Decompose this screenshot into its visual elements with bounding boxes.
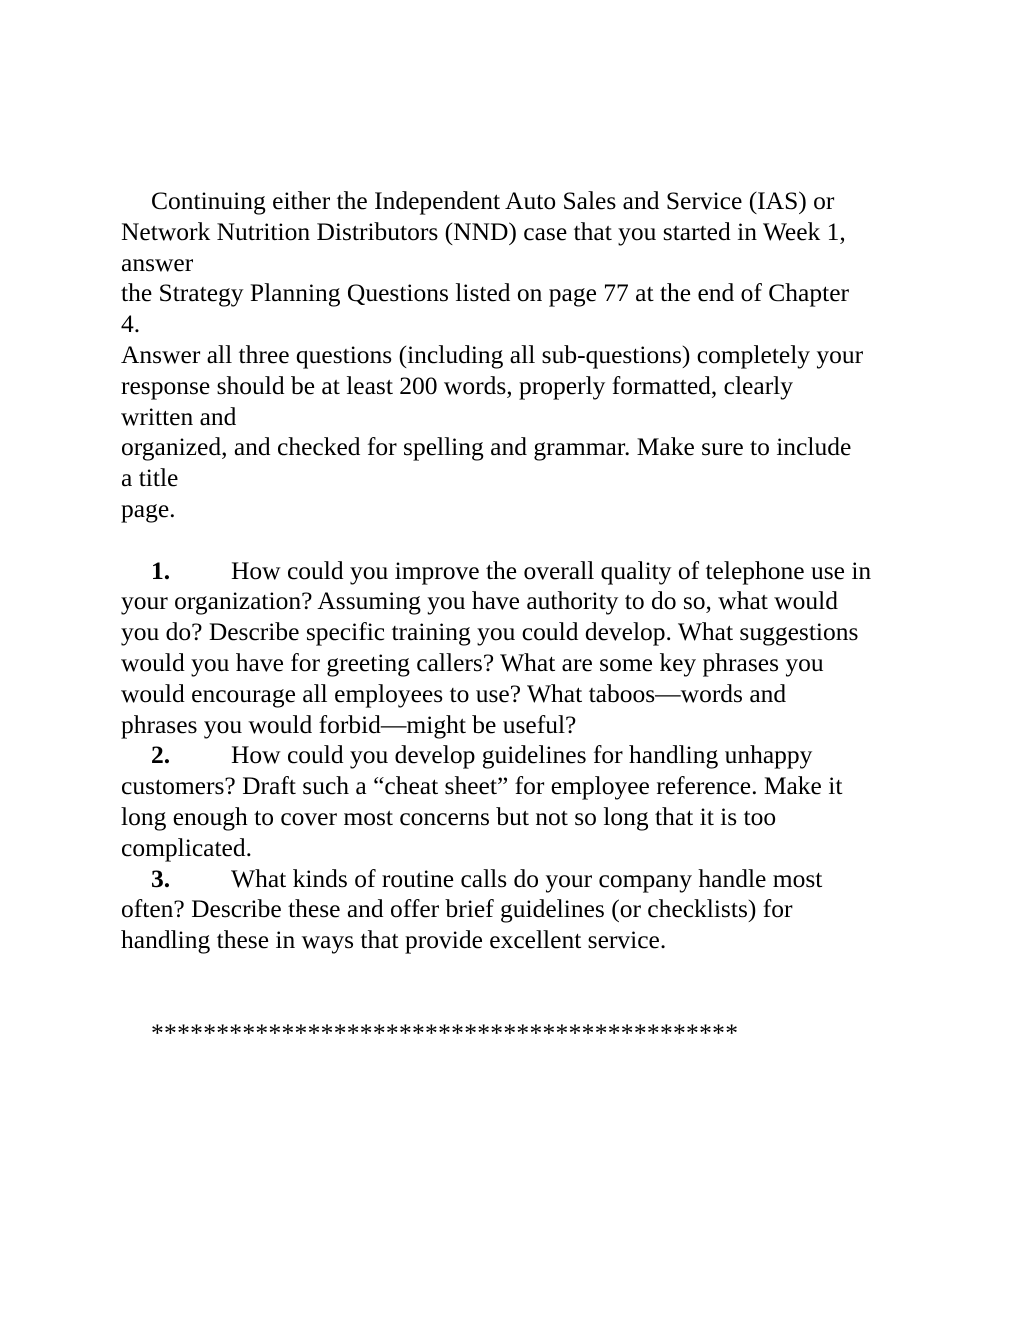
intro-line: page. (121, 493, 176, 523)
document-body (121, 186, 911, 1048)
question-line: you do? Describe specific training you could develop. What suggestions (121, 617, 859, 647)
question-first-line (121, 740, 911, 771)
question-item (121, 556, 911, 741)
intro-line: organized, and checked for spelling and grammar. Make sure to include (121, 432, 852, 462)
question-item (121, 740, 911, 863)
question-line: phrases you would forbid—might be useful? (121, 709, 577, 739)
question-line: would you have for greeting callers? What are some key phrases you (121, 647, 824, 677)
question-line: complicated. (121, 832, 252, 862)
question-line: customers? Draft such a “cheat sheet” for employee reference. Make it (121, 771, 843, 801)
intro-line: answer (121, 247, 194, 277)
intro-line: Network Nutrition Distributors (NND) case that you started in Week 1, (121, 216, 846, 246)
question-number: 2. (151, 740, 171, 770)
intro-line: Continuing either the Independent Auto Sales and Service (IAS) or (151, 186, 835, 215)
intro-line: a title (121, 463, 179, 493)
separator-stars: ********************************************* (151, 1017, 739, 1047)
question-first-line (121, 864, 911, 895)
question-line: would encourage all employees to use? What taboos—words and (121, 678, 787, 708)
question-list (121, 556, 911, 956)
question-number: 1. (151, 555, 171, 585)
intro-line: Answer all three questions (including all sub-questions) completely your (121, 339, 864, 369)
question-text: How could you develop guidelines for handling unhappy (231, 740, 813, 770)
question-first-line (121, 556, 911, 587)
intro-line: the Strategy Planning Questions listed on page 77 at the end of Chapter (121, 278, 850, 308)
question-text: How could you improve the overall quality of telephone use in (231, 555, 872, 585)
question-line: handling these in ways that provide excellent service. (121, 925, 667, 955)
intro-line: 4. (121, 309, 141, 339)
intro-paragraph (121, 186, 911, 525)
intro-line: written and (121, 401, 237, 431)
question-text: What kinds of routine calls do your company handle most (231, 863, 823, 893)
question-line: often? Describe these and offer brief guidelines (or checklists) for (121, 894, 793, 924)
blank-line (121, 525, 911, 556)
question-item (121, 864, 911, 956)
question-line: your organization? Assuming you have authority to do so, what would (121, 586, 838, 616)
intro-line: response should be at least 200 words, properly formatted, clearly (121, 370, 794, 400)
question-line: long enough to cover most concerns but not so long that it is too (121, 801, 777, 831)
question-number: 3. (151, 863, 171, 893)
